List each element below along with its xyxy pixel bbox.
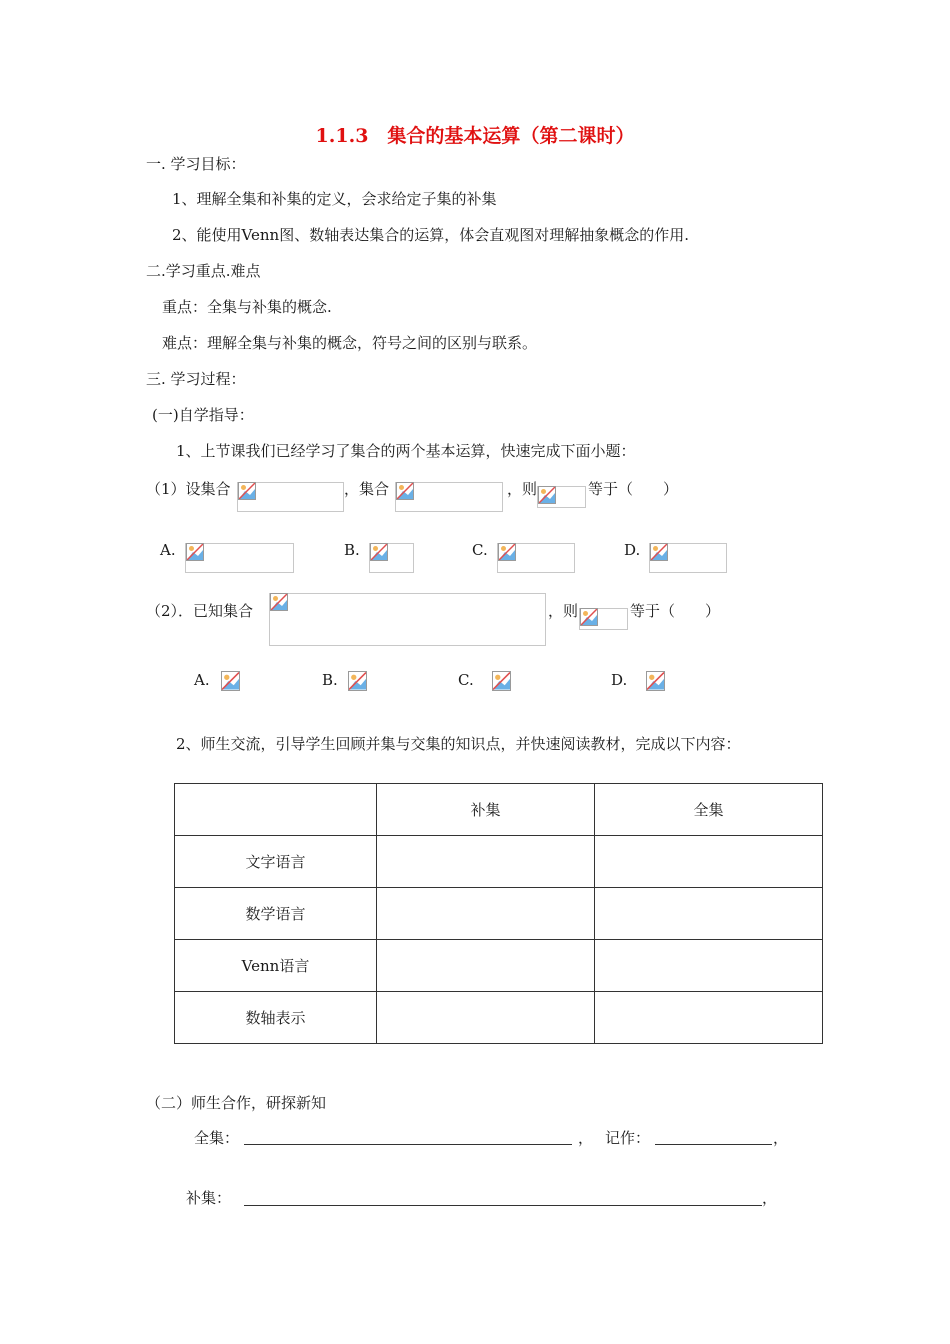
broken-image-icon	[580, 608, 598, 626]
broken-image-icon	[492, 671, 511, 691]
broken-image-icon	[650, 543, 668, 561]
self-study-intro: 1、上节课我们已经学习了集合的两个基本运算，快速完成下面小题：	[176, 442, 636, 460]
q1-option-c-label: C.	[472, 541, 488, 559]
table-row-label: 文字语言	[175, 836, 377, 888]
broken-image-icon	[221, 671, 240, 691]
goal-2: 2、能使用Venn图、数轴表达集合的运算，体会直观图对理解抽象概念的作用.	[172, 226, 689, 244]
table-row	[175, 888, 823, 940]
table-row	[175, 836, 823, 888]
comma: ，	[762, 1189, 778, 1207]
exchange-instruction: 2、师生交流，引导学生回顾并集与交集的知识点，并快速阅读教材，完成以下内容：	[176, 735, 741, 753]
table-cell	[595, 836, 823, 888]
q2-option-b-label: B.	[322, 671, 338, 689]
table-header-cell: 全集	[595, 784, 823, 836]
table-row-label: 数轴表示	[175, 992, 377, 1044]
q2-option-a-label: A.	[194, 671, 210, 689]
q1-text-d: 等于（ ）	[588, 480, 679, 498]
table-row	[175, 940, 823, 992]
broken-image-icon	[270, 593, 288, 611]
notation-label: 记作：	[605, 1129, 651, 1147]
q2-set-formula	[269, 593, 546, 646]
key-point: 重点：全集与补集的概念.	[162, 298, 332, 316]
broken-image-icon	[498, 543, 516, 561]
q2-option-c-label: C.	[458, 671, 474, 689]
broken-image-icon	[186, 543, 204, 561]
self-study-heading: (一)自学指导：	[152, 406, 254, 424]
q2-text-c: 等于（ ）	[630, 602, 721, 620]
broken-image-icon	[396, 482, 414, 500]
q2-option-d-label: D.	[611, 671, 628, 689]
table-row	[175, 992, 823, 1044]
q2-text-a: （2）．已知集合	[146, 602, 254, 620]
table-cell	[595, 888, 823, 940]
broken-image-icon	[646, 671, 665, 691]
table-header-row	[175, 784, 823, 836]
table-cell	[595, 940, 823, 992]
table-header-cell: 补集	[377, 784, 595, 836]
cooperation-heading: （二）师生合作，研探新知	[146, 1094, 327, 1112]
goal-1: 1、理解全集和补集的定义，会求给定子集的补集	[172, 190, 497, 208]
q1-option-a-label: A.	[160, 541, 176, 559]
difficult-point: 难点：理解全集与补集的概念，符号之间的区别与联系。	[162, 334, 538, 352]
table-cell	[377, 940, 595, 992]
broken-image-icon	[238, 482, 256, 500]
table-header-cell	[175, 784, 377, 836]
q1-option-b-label: B.	[344, 541, 360, 559]
broken-image-icon	[370, 543, 388, 561]
q2-text-b: ，则	[548, 602, 579, 620]
universal-set-label: 全集：	[194, 1129, 240, 1147]
broken-image-icon	[348, 671, 367, 691]
table-cell	[377, 836, 595, 888]
notation-blank	[655, 1144, 772, 1145]
table-row-label: 数学语言	[175, 888, 377, 940]
q1-text-b: ，集合	[344, 480, 390, 498]
comparison-table	[174, 783, 823, 1044]
complement-label: 补集：	[186, 1189, 232, 1207]
complement-blank	[244, 1205, 762, 1206]
broken-image-icon	[538, 486, 556, 504]
table-cell	[595, 992, 823, 1044]
comma: ，	[773, 1129, 789, 1147]
q1-text-a: （1）设集合	[146, 480, 231, 498]
q1-text-c: ，则	[507, 480, 538, 498]
universal-set-blank	[244, 1144, 572, 1145]
comma: ，	[578, 1129, 594, 1147]
section-2-heading: 二.学习重点.难点	[146, 262, 261, 280]
table-cell	[377, 888, 595, 940]
table-row-label: Venn语言	[175, 940, 377, 992]
q1-option-d-label: D.	[624, 541, 641, 559]
section-1-heading: 一. 学习目标：	[146, 155, 246, 173]
table-cell	[377, 992, 595, 1044]
page-title: 1.1.3 集合的基本运算（第二课时）	[315, 125, 635, 147]
section-3-heading: 三. 学习过程：	[146, 370, 246, 388]
